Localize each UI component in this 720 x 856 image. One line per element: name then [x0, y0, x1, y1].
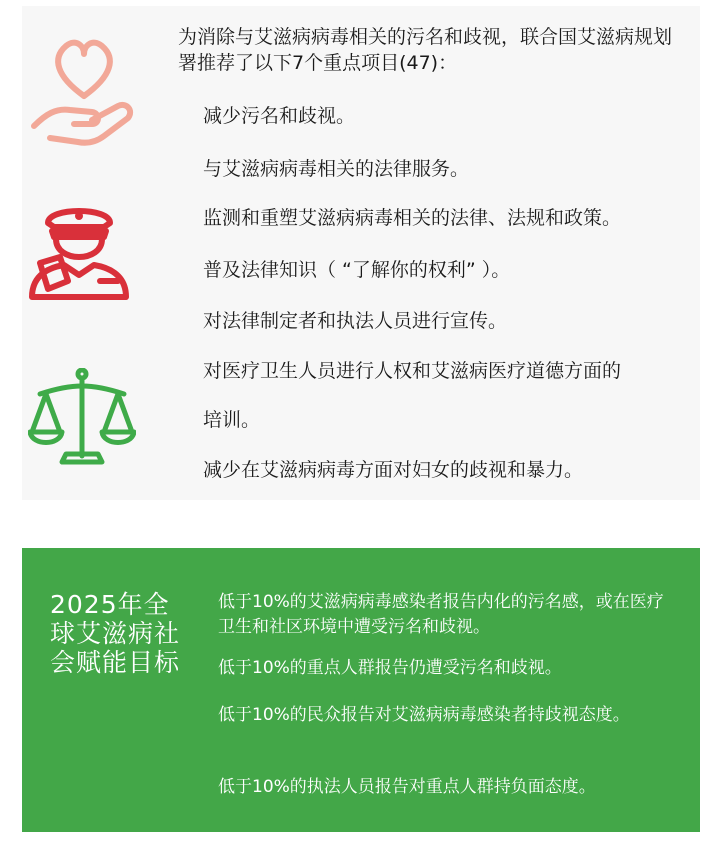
list-item: 监测和重塑艾滋病病毒相关的法律、法规和政策。	[203, 207, 622, 229]
goals-title: 2025年全球艾滋病社会赋能目标	[50, 590, 181, 677]
list-item: 普及法律知识（ “了解你的权利” ）。	[203, 259, 511, 281]
goal-target: 低于10%的重点人群报告仍遭受污名和歧视。	[218, 658, 562, 678]
list-item: 与艾滋病病毒相关的法律服务。	[203, 158, 470, 180]
list-item: 减少污名和歧视。	[203, 105, 356, 127]
list-item-continuation: 培训。	[203, 409, 261, 431]
list-item: 对医疗卫生人员进行人权和艾滋病医疗道德方面的	[203, 360, 622, 382]
goal-target: 低于10%的执法人员报告对重点人群持负面态度。	[218, 777, 596, 797]
heart-hand-icon	[28, 30, 140, 148]
goal-target: 低于10%的艾滋病病毒感染者报告内化的污名感，或在医疗卫生和社区环境中遭受污名和歧视。	[218, 592, 664, 637]
intro-text: 为消除与艾滋病病毒相关的污名和歧视，联合国艾滋病规划署推荐了以下7个重点项目(47)：	[178, 26, 673, 74]
list-item: 对法律制定者和执法人员进行宣传。	[203, 310, 508, 332]
goal-target: 低于10%的民众报告对艾滋病病毒感染者持歧视态度。	[218, 705, 630, 725]
list-item: 减少在艾滋病病毒方面对妇女的歧视和暴力。	[203, 459, 584, 481]
justice-scales-icon	[28, 368, 136, 466]
police-officer-icon	[26, 197, 132, 305]
